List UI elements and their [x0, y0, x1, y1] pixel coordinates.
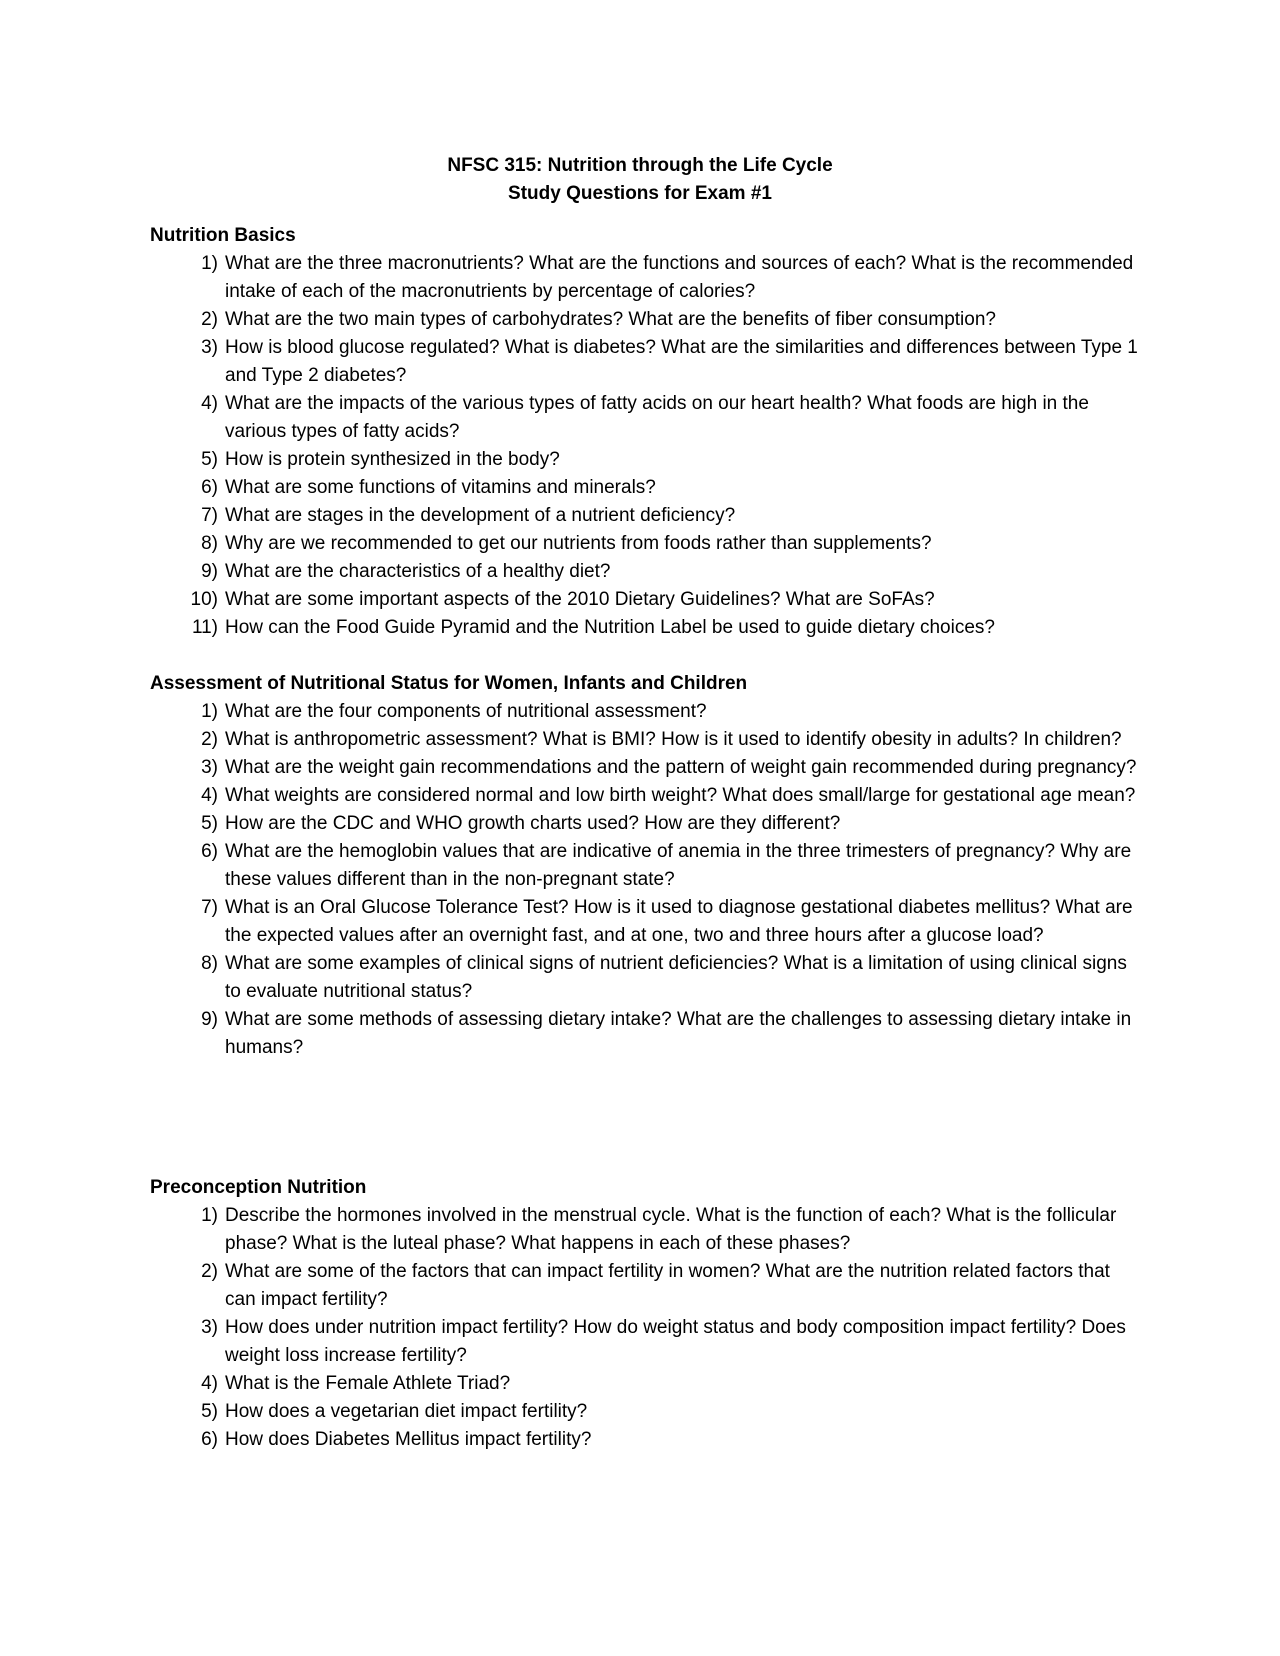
section-heading: Nutrition Basics: [150, 225, 296, 246]
question-text: What are the weight gain recommendations and the pattern of weight gain recommended during pregnancy?: [225, 757, 1137, 778]
question-item: [150, 502, 1140, 530]
section-heading: Assessment of Nutritional Status for Women, Infants and Children: [150, 673, 748, 694]
question-number: 6): [201, 1429, 218, 1450]
question-number: 9): [201, 1009, 218, 1030]
question-item: [150, 558, 1140, 586]
question-item: [150, 1314, 1140, 1370]
document-subtitle: Study Questions for Exam #1: [508, 183, 772, 204]
question-text: What are the three macronutrients? What are the functions and sources of each? What is the recommended intake of each of the macronutrients by percentage of calories?: [225, 253, 1134, 302]
question-text: What is the Female Athlete Triad?: [225, 1373, 511, 1394]
question-item: [150, 1202, 1140, 1258]
question-text: What are some methods of assessing dietary intake? What are the challenges to assessing dietary intake in humans?: [225, 1009, 1132, 1058]
question-number: 3): [201, 757, 218, 778]
question-item: [150, 306, 1140, 334]
question-item: [150, 698, 1140, 726]
question-number: 7): [201, 505, 218, 526]
question-number: 11): [191, 617, 218, 638]
question-item: [150, 1370, 1140, 1398]
question-list: [150, 1202, 1140, 1454]
question-number: 8): [201, 533, 218, 554]
question-text: How is blood glucose regulated? What is diabetes? What are the similarities and differences between Type 1 and Type 2 diabetes?: [225, 337, 1138, 386]
title-block: [0, 152, 1280, 208]
question-text: How does a vegetarian diet impact fertility?: [225, 1401, 588, 1422]
question-text: How can the Food Guide Pyramid and the Nutrition Label be used to guide dietary choices?: [225, 617, 995, 638]
question-text: Describe the hormones involved in the menstrual cycle. What is the function of each? What is the follicular phase? What is the luteal phase? What happens in each of these phases?: [225, 1205, 1117, 1254]
question-item: [150, 530, 1140, 558]
question-text: What are the hemoglobin values that are indicative of anemia in the three trimesters of pregnancy? Why are these values different than in the non-pregnant state?: [225, 841, 1132, 890]
question-text: How does under nutrition impact fertility? How do weight status and body composition impact fertility? Does weight loss increase fertility?: [225, 1317, 1126, 1366]
question-item: [150, 250, 1140, 306]
question-item: [150, 474, 1140, 502]
question-item: [150, 390, 1140, 446]
question-text: What is an Oral Glucose Tolerance Test? How is it used to diagnose gestational diabetes mellitus? What are the expected values after an overnight fast, and at one, two and three hours after a glucose load?: [225, 897, 1133, 946]
question-number: 2): [201, 309, 218, 330]
question-number: 5): [201, 1401, 218, 1422]
question-number: 5): [201, 813, 218, 834]
question-item: [150, 334, 1140, 390]
question-item: [150, 838, 1140, 894]
section-assessment: [150, 670, 1140, 1062]
question-number: 5): [201, 449, 218, 470]
section-nutrition-basics: [150, 222, 1140, 642]
question-text: What are stages in the development of a nutrient deficiency?: [225, 505, 736, 526]
question-number: 3): [201, 337, 218, 358]
question-number: 2): [201, 1261, 218, 1282]
question-text: How is protein synthesized in the body?: [225, 449, 560, 470]
question-number: 8): [201, 953, 218, 974]
question-text: What are the two main types of carbohydrates? What are the benefits of fiber consumption?: [225, 309, 996, 330]
question-item: [150, 446, 1140, 474]
question-text: What are the impacts of the various types of fatty acids on our heart health? What foods are high in the various types of fatty acids?: [225, 393, 1089, 442]
question-list: [150, 698, 1140, 1062]
question-item: [150, 614, 1140, 642]
question-number: 7): [201, 897, 218, 918]
question-item: [150, 1398, 1140, 1426]
question-text: What are some functions of vitamins and minerals?: [225, 477, 656, 498]
section-preconception: [150, 1174, 1140, 1454]
question-text: What are some important aspects of the 2010 Dietary Guidelines? What are SoFAs?: [225, 589, 935, 610]
question-number: 1): [201, 701, 218, 722]
question-item: [150, 1258, 1140, 1314]
question-number: 6): [201, 477, 218, 498]
question-item: [150, 810, 1140, 838]
question-text: What is anthropometric assessment? What is BMI? How is it used to identify obesity in adults? In children?: [225, 729, 1122, 750]
document-title: NFSC 315: Nutrition through the Life Cycle: [447, 155, 833, 176]
question-number: 2): [201, 729, 218, 750]
question-number: 9): [201, 561, 218, 582]
question-item: [150, 782, 1140, 810]
question-text: How are the CDC and WHO growth charts used? How are they different?: [225, 813, 841, 834]
question-item: [150, 894, 1140, 950]
question-item: [150, 754, 1140, 782]
question-number: 1): [201, 253, 218, 274]
question-number: 4): [201, 393, 218, 414]
question-text: What weights are considered normal and low birth weight? What does small/large for gestational age mean?: [225, 785, 1136, 806]
question-number: 1): [201, 1205, 218, 1226]
question-item: [150, 586, 1140, 614]
question-text: Why are we recommended to get our nutrients from foods rather than supplements?: [225, 533, 932, 554]
question-text: What are some of the factors that can impact fertility in women? What are the nutrition related factors that can impact fertility?: [225, 1261, 1110, 1310]
question-item: [150, 950, 1140, 1006]
question-number: 4): [201, 785, 218, 806]
question-text: What are the four components of nutritional assessment?: [225, 701, 707, 722]
question-number: 3): [201, 1317, 218, 1338]
question-text: What are the characteristics of a healthy diet?: [225, 561, 611, 582]
question-list: [150, 250, 1140, 642]
question-number: 4): [201, 1373, 218, 1394]
question-item: [150, 1426, 1140, 1454]
question-text: What are some examples of clinical signs of nutrient deficiencies? What is a limitation of using clinical signs to evaluate nutritional status?: [225, 953, 1127, 1002]
question-item: [150, 1006, 1140, 1062]
section-heading: Preconception Nutrition: [150, 1177, 367, 1198]
question-number: 6): [201, 841, 218, 862]
question-text: How does Diabetes Mellitus impact fertility?: [225, 1429, 592, 1450]
question-item: [150, 726, 1140, 754]
question-number: 10): [190, 589, 218, 610]
